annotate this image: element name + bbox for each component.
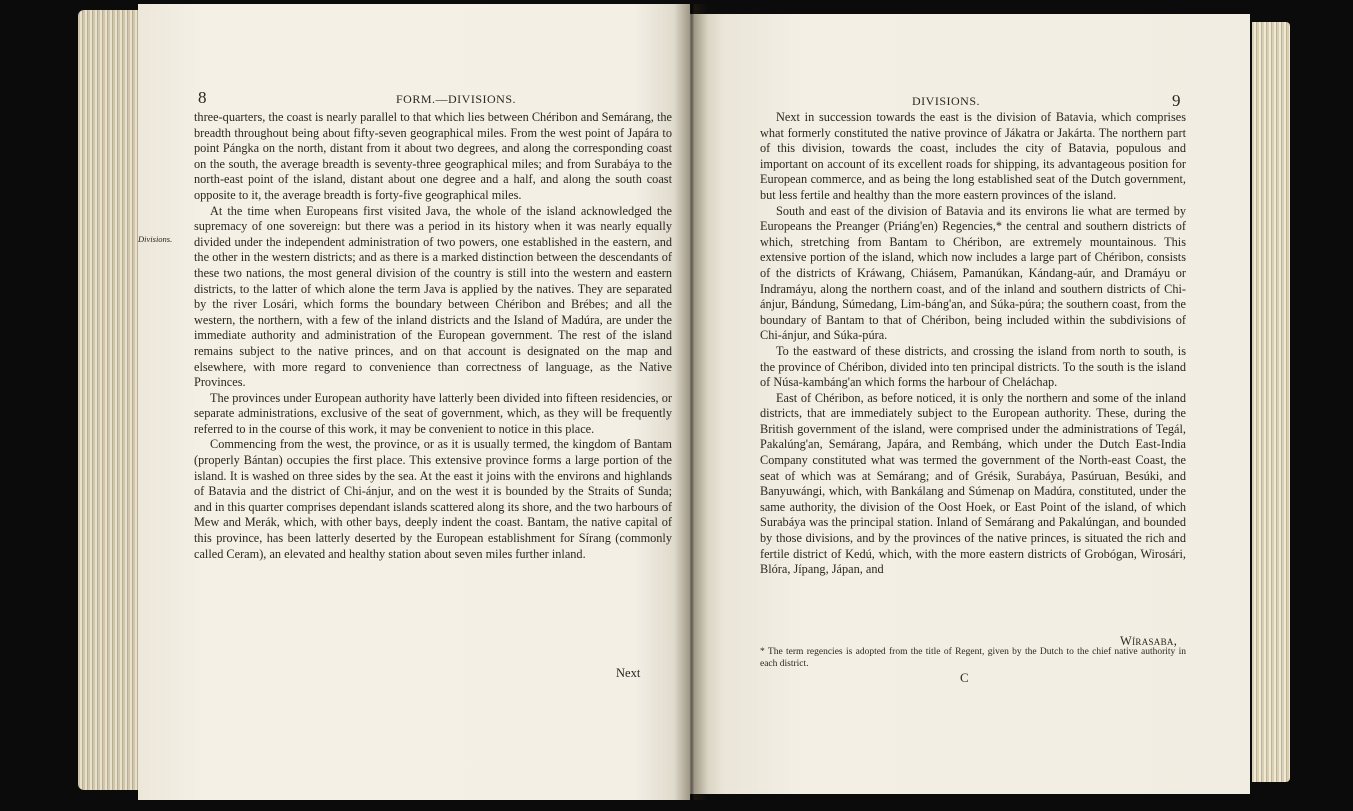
margin-note: Divisions.	[138, 234, 173, 244]
running-header: FORM.—DIVISIONS.	[396, 92, 517, 106]
paragraph: The provinces under European authority have latterly been divided into fifteen residencies, or separate administrations, exclusive of the seat of government, which, as they will be frequently referred to in the course of this work, it may be convenient to notice in this place.	[194, 390, 672, 436]
body-text	[194, 110, 672, 562]
right-page	[690, 14, 1250, 794]
catchword: Next	[616, 666, 641, 680]
open-book	[78, 4, 1290, 800]
page-number: 8	[198, 88, 207, 107]
paragraph: East of Chéribon, as before noticed, it is only the northern and some of the inland districts, that are immediately subject to the European authority. These, during the British government of the island, were comprised under the administrations of Tegál, Pakalúng'an, Semárang, Japára, and Rembáng, which under the Dutch East-India Company constituted what was termed the government of the North-east Coast, the seat of which was at Semárang; and of Grésik, Surabáya, Pasúruan, Besúki, and Banyuwángi, which, with Bankálang and Súmenap on Madúra, constituted, under the same authority, the division of the Oost Hoek, or East Point of the island, of which Surabáya was the principal station. Inland of Semárang and Pakalúngan, and bounded by those divisions, and by the provinces of the native princes, is situated the rich and fertile district of Kedú, which, with the more eastern districts of Grobógan, Wirosári, Blóra, Jípang, Jápan, and	[760, 390, 1186, 577]
right-page-edges	[1252, 22, 1290, 782]
paragraph: South and east of the division of Batavia and its environs lie what are termed by Europeans the Preanger (Priáng'en) Regencies,* the central and southern districts of which, stretching from Bantam to Chéribon, are extremely mountainous. This extensive portion of the island, which now includes a large part of Chéribon, consists of the districts of Kráwang, Chiásem, Pamanúkan, Kándang-aúr, and Dramáyu or Indramáyu, along the northern coast, and of the inland and southern districts of Chi-ánjur, Bándung, Súmedang, Lim-báng'an, and Súka-púra; the southern coast, from the boundary of Bantam to that of Chéribon, being included within the subdivisions of Chi-ánjur, and Súka-púra.	[760, 203, 1186, 343]
paragraph: To the eastward of these districts, and crossing the island from north to south, is the province of Chéribon, divided into ten principal districts. To the south is the island of Núsa-kambáng'an which forms the harbour of Cheláchap.	[760, 343, 1186, 390]
signature-mark: C	[960, 670, 969, 685]
paragraph: three-quarters, the coast is nearly parallel to that which lies between Chéribon and Semárang, the breadth throughout being about fifty-seven geographical miles. From the west point of Japára to point Pángka on the north, distant from it about two degrees, and along the corresponding coast on the south, the average breadth is seventy-three geographical miles; and from Surabáya to the north-east point of the island, distant about one degree and a half, and along the south coast opposite to it, the average breadth is forty-five geographical miles.	[194, 110, 672, 202]
paragraph: Next in succession towards the east is the division of Batavia, which comprises what formerly constituted the native province of Jákatra or Jakárta. The northern part of this division, towards the coast, includes the city of Batavia, populous and important on account of its excellent roads for shipping, its advantageous position for European commerce, and as being the long established seat of the Dutch government, but less fertile and healthy than the more eastern provinces of the island.	[760, 110, 1186, 202]
left-page	[138, 4, 690, 800]
catchword: Wírasaba,	[1120, 634, 1178, 648]
page-number: 9	[1172, 91, 1181, 110]
paragraph: Commencing from the west, the province, or as it is usually termed, the kingdom of Bantam (properly Bántan) occupies the first place. This extensive province forms a large portion of the island. It is washed on three sides by the sea. At the east it joins with the environs and highlands of Batavia and the district of Chi-ánjur, and on the west it is bounded by the Straits of Sunda; and in this quarter comprises dependant islands scattered along its shore, and the two harbours of Mew and Merák, which, with other bays, deeply indent the coast. Bantam, the native capital of this province, has been latterly deserted by the European establishment for Sírang (commonly called Ceram), an elevated and healthy station about seven miles further inland.	[194, 437, 672, 561]
body-text	[760, 110, 1186, 578]
paragraph: At the time when Europeans first visited Java, the whole of the island acknowledged the supremacy of one sovereign: but there was a period in its history when it was nearly equally divided under the independent administration of two powers, one established in the eastern, and the other in the western districts; and as there is a marked distinction between the descendants of these two nations, the most general division of the country is still into the western and eastern districts, to the latter of which alone the term Java is applied by the natives. They are separated by the river Losári, which forms the boundary between Chéribon and Brébes; and all the western, the northern, with a few of the inland districts and the Island of Madúra, are under the immediate authority and administration of the European government. The rest of the island remains subject to the native princes, and on that account is designated on the map and elsewhere, with more regard to convenience than correctness of language, as the Native Provinces.	[194, 203, 672, 390]
footnote: * The term regencies is adopted from the title of Regent, given by the Dutch to the chief native authority in each district.	[760, 647, 1186, 669]
running-header: DIVISIONS.	[912, 94, 980, 108]
